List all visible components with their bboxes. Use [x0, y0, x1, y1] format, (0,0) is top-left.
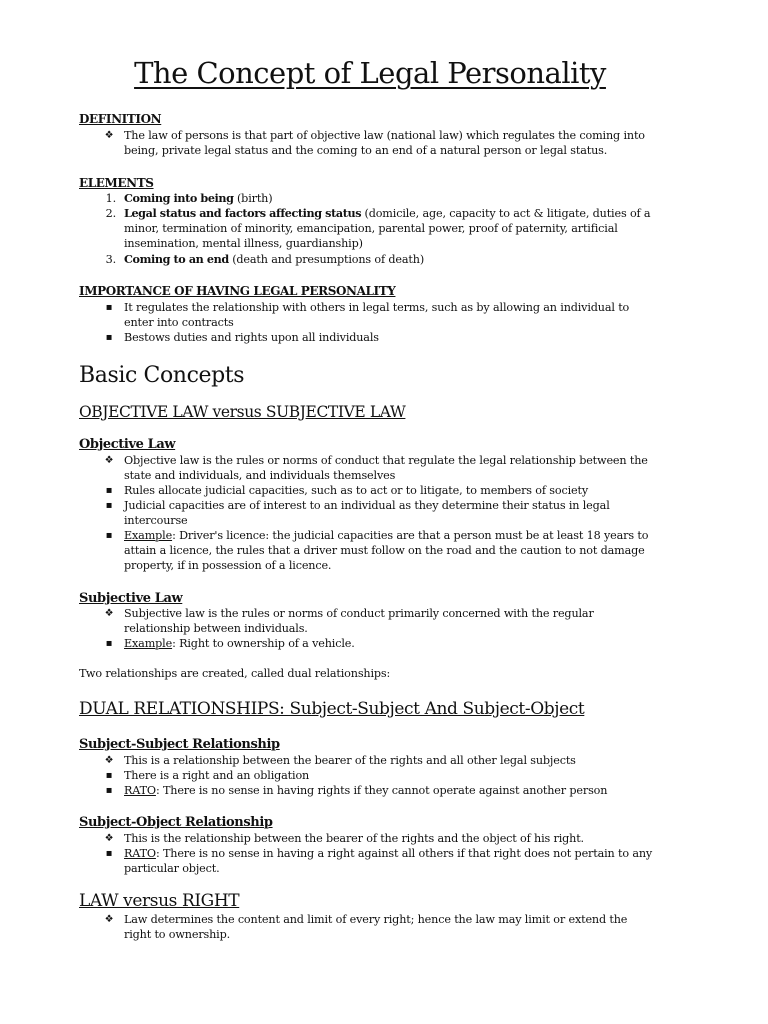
elements-heading: ELEMENTS — [79, 176, 154, 190]
objective-vs-subjective-heading: OBJECTIVE LAW versus SUBJECTIVE LAW — [79, 403, 406, 421]
square-bullet-icon: ▪ — [105, 638, 113, 649]
item-text: Bestows duties and rights upon all individuals — [124, 331, 379, 344]
list-item — [105, 330, 654, 345]
item-text: Law determines the content and limit of every right; hence the law may limit or extend the right to ownership. — [124, 913, 628, 942]
list-item — [105, 252, 654, 267]
list-item — [105, 636, 654, 651]
item-text: There is a right and an obligation — [124, 769, 310, 782]
item-label: Example — [124, 529, 173, 542]
square-bullet-icon: ▪ — [105, 848, 113, 859]
item-text: : There is no sense in having rights if they cannot operate against another person — [155, 784, 608, 797]
diamond-bullet-icon: ❖ — [104, 755, 114, 766]
subject-subject-heading: Subject-Subject Relationship — [79, 737, 280, 752]
list-item — [105, 206, 654, 252]
item-text: Judicial capacities are of interest to an individual as they determine their status in legal intercourse — [124, 499, 610, 528]
objective-law-heading: Objective Law — [79, 437, 176, 452]
diamond-bullet-icon: ❖ — [104, 455, 114, 466]
item-text: Subjective law is the rules or norms of conduct primarily concerned with the regular relationship between individuals. — [124, 607, 594, 636]
basic-concepts-heading: Basic Concepts — [79, 363, 245, 388]
square-bullet-icon: ▪ — [105, 500, 113, 511]
diamond-bullet-icon: ❖ — [104, 833, 114, 844]
diamond-bullet-icon: ❖ — [104, 608, 114, 619]
item-text: (death and presumptions of death) — [228, 253, 425, 266]
subjective-law-heading: Subjective Law — [79, 591, 183, 606]
square-bullet-icon: ▪ — [105, 332, 113, 343]
item-bold-term: Legal status and factors affecting status — [124, 206, 362, 220]
list-number: 2. — [105, 207, 116, 220]
list-number: 1. — [105, 192, 116, 205]
list-item — [105, 498, 654, 528]
diamond-bullet-icon: ❖ — [104, 130, 114, 141]
square-bullet-icon: ▪ — [105, 770, 113, 781]
dual-relationships-heading: DUAL RELATIONSHIPS: Subject-Subject And Subject-Object — [79, 699, 585, 719]
item-text: It regulates the relationship with others in legal terms, such as by allowing an individual to enter into contracts — [124, 301, 630, 330]
item-text: : Right to ownership of a vehicle. — [172, 637, 355, 650]
list-item — [104, 912, 654, 942]
law-versus-right-heading: LAW versus RIGHT — [79, 891, 240, 911]
item-bold-term: Coming into being — [124, 191, 234, 205]
list-item — [105, 783, 654, 798]
dual-intro-text: Two relationships are created, called dual relationships: — [79, 667, 391, 680]
item-text: This is a relationship between the bearer of the rights and all other legal subjects — [124, 754, 576, 767]
importance-heading: IMPORTANCE OF HAVING LEGAL PERSONALITY — [79, 284, 396, 298]
item-label: Example — [124, 637, 173, 650]
page-title: The Concept of Legal Personality — [134, 56, 606, 90]
item-text: This is the relationship between the bearer of the rights and the object of his right. — [124, 832, 584, 845]
subject-object-heading: Subject-Object Relationship — [79, 815, 273, 830]
item-text: Rules allocate judicial capacities, such as to act or to litigate, to members of society — [124, 484, 588, 497]
list-item — [104, 128, 654, 158]
diamond-bullet-icon: ❖ — [104, 914, 114, 925]
list-number: 3. — [105, 253, 116, 266]
list-item — [104, 831, 654, 846]
item-label: RATO — [124, 847, 156, 860]
list-item — [104, 606, 654, 636]
list-item — [105, 846, 654, 876]
list-item — [105, 528, 654, 574]
item-text: : Driver's licence: the judicial capacities are that a person must be at least 18 years to attain a licence, the rules that a driver must follow on the road and the caution to not damage property, if in possession of a licence. — [124, 529, 649, 573]
definition-heading: DEFINITION — [79, 112, 162, 126]
item-text: The law of persons is that part of objective law (national law) which regulates the coming into being, private legal status and the coming to an end of a natural person or legal status. — [124, 129, 645, 158]
list-item — [105, 768, 654, 783]
item-text: (domicile, age, capacity to act & litigate, duties of a minor, termination of minority, emancipation, parental power, proof of paternity, artificial insemination, mental illness, guardianship) — [124, 207, 651, 251]
item-text: (birth) — [233, 192, 273, 205]
square-bullet-icon: ▪ — [105, 530, 113, 541]
item-text: : There is no sense in having a right against all others if that right does not pertain to any particular object. — [124, 847, 653, 876]
square-bullet-icon: ▪ — [105, 485, 113, 496]
list-item — [105, 191, 654, 206]
list-item — [104, 453, 654, 483]
list-item — [105, 483, 654, 498]
list-item — [104, 753, 654, 768]
item-text: Objective law is the rules or norms of conduct that regulate the legal relationship between the state and individuals, and individuals themselves — [124, 454, 648, 483]
item-bold-term: Coming to an end — [124, 252, 229, 266]
item-label: RATO — [124, 784, 156, 797]
square-bullet-icon: ▪ — [105, 302, 113, 313]
list-item — [105, 300, 654, 330]
square-bullet-icon: ▪ — [105, 785, 113, 796]
